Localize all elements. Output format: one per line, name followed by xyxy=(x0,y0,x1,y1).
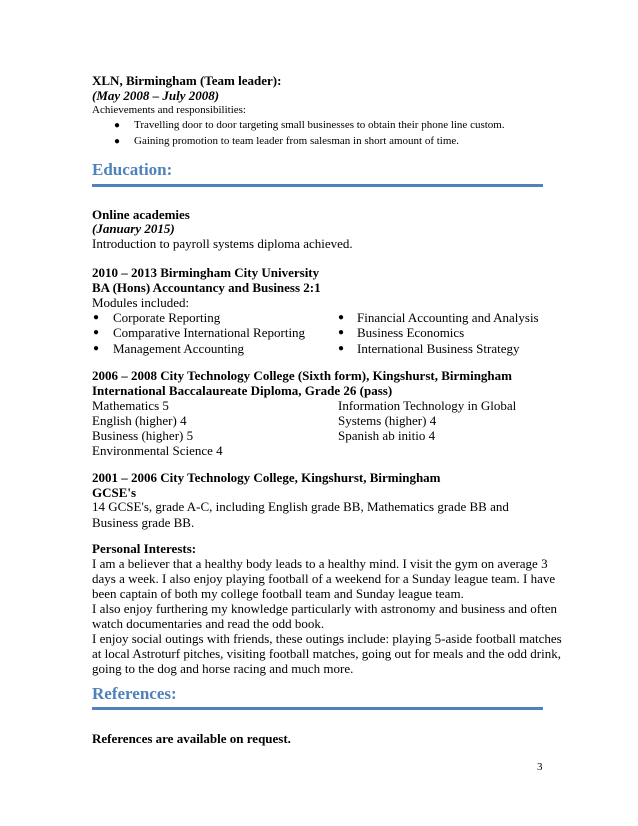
page-number: 3 xyxy=(537,761,543,773)
module-item: Corporate Reporting xyxy=(113,310,221,325)
section-rule xyxy=(92,707,543,710)
college-subject: Spanish ab initio 4 xyxy=(338,428,436,443)
university-title: 2010 – 2013 Birmingham City University xyxy=(92,265,320,280)
college-subject: Mathematics 5 xyxy=(92,398,169,413)
college-diploma: International Baccalaureate Diploma, Grade 26 (pass) xyxy=(92,383,393,398)
interests-line: I also enjoy furthering my knowledge particularly with astronomy and business and often xyxy=(92,601,558,616)
bullet-icon: ● xyxy=(338,312,345,323)
online-title: Online academies xyxy=(92,207,190,222)
online-dates: (January 2015) xyxy=(92,221,175,236)
work-bullet: Gaining promotion to team leader from salesman in short amount of time. xyxy=(134,135,460,147)
online-desc: Introduction to payroll systems diploma achieved. xyxy=(92,236,353,251)
interests-line: at local Astroturf pitches, visiting football matches, going out for meals and the odd drink, xyxy=(92,646,561,661)
interests-line: watch documentaries and read the odd book. xyxy=(92,616,325,631)
college-title: 2006 – 2008 City Technology College (Sixth form), Kingshurst, Birmingham xyxy=(92,368,512,383)
college-subject: Information Technology in Global xyxy=(338,398,517,413)
interests-line: I am a believer that a healthy body leads to a healthy mind. I visit the gym on average 3 xyxy=(92,556,548,571)
bullet-icon: ● xyxy=(114,136,121,147)
module-item: Financial Accounting and Analysis xyxy=(357,310,539,325)
bullet-icon: ● xyxy=(114,120,121,131)
gcse-title: 2001 – 2006 City Technology College, Kingshurst, Birmingham xyxy=(92,470,441,485)
section-rule xyxy=(92,184,543,187)
module-item: Comparative International Reporting xyxy=(113,325,306,340)
gcse-desc: 14 GCSE's, grade A-C, including English grade BB, Mathematics grade BB and Business grade BB. xyxy=(92,499,509,530)
interests-line: been captain of both my college football team and Sunday league team. xyxy=(92,586,464,601)
references-heading: References: xyxy=(92,684,177,703)
interests-heading: Personal Interests: xyxy=(92,541,197,556)
college-subject: English (higher) 4 xyxy=(92,413,187,428)
bullet-icon: ● xyxy=(338,343,345,354)
work-title: XLN, Birmingham (Team leader): xyxy=(92,73,282,88)
interests-line: days a week. I also enjoy playing football of a weekend for a Sunday league team. I have xyxy=(92,571,556,586)
interests-line: going to the dog and horse racing and much more. xyxy=(92,661,354,676)
interests-line: I enjoy social outings with friends, these outings include: playing 5-aside football matches xyxy=(92,631,562,646)
bullet-icon: ● xyxy=(93,312,100,323)
work-intro: Achievements and responsibilities: xyxy=(92,104,246,116)
bullet-icon: ● xyxy=(93,327,100,338)
university-degree: BA (Hons) Accountancy and Business 2:1 xyxy=(92,280,321,295)
modules-intro: Modules included: xyxy=(92,295,190,310)
references-text: References are available on request. xyxy=(92,731,291,746)
module-item: International Business Strategy xyxy=(357,341,520,356)
module-item: Business Economics xyxy=(357,325,465,340)
college-subject: Environmental Science 4 xyxy=(92,443,223,458)
bullet-icon: ● xyxy=(338,327,345,338)
work-dates: (May 2008 – July 2008) xyxy=(92,88,220,103)
work-bullet: Travelling door to door targeting small businesses to obtain their phone line custom. xyxy=(134,119,505,131)
gcse-label: GCSE's xyxy=(92,485,137,500)
bullet-icon: ● xyxy=(93,343,100,354)
college-subject: Systems (higher) 4 xyxy=(338,413,437,428)
college-subject: Business (higher) 5 xyxy=(92,428,194,443)
education-heading: Education: xyxy=(92,160,173,179)
module-item: Management Accounting xyxy=(113,341,245,356)
